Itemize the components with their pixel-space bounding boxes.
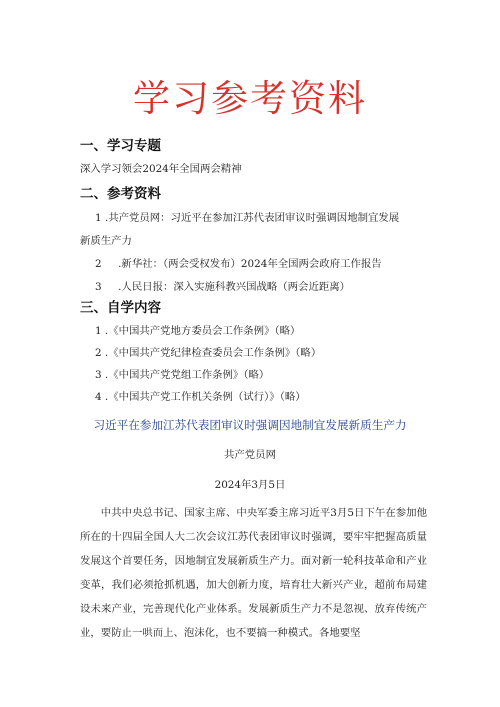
self-study-item-4: 4 .《中国共产党工作机关条例（试行）》（略） (95, 391, 306, 403)
reference-item-3: 3 .人民日报：深入实施科教兴国战略（两会近距离） (95, 281, 351, 293)
self-study-item-1: 1 .《中国共产党地方委员会工作条例》（略） (95, 325, 301, 337)
reference-item-1: 1 .共产党员网：习近平在参加江苏代表团审议时强调因地制宜发展 (95, 212, 400, 224)
article-body: 中共中央总书记、国家主席、中央军委主席习近平3月5日下午在参加他所在的十四届全国人大二次会议江苏代表团审议时强调，要牢牢把握高质量发展这个首要任务，因地制宜发展新质生产力。面对新一轮科技革命和产业变革，我们必须抢抓机遇，加大创新力度，培育壮大新兴产业，超前布局建设未来产业，完善现代化产业体系。发展新质生产力不是忽视、放弃传统产业，要防止一哄而上、泡沫化，也不要搞一种模式。各地要坚 (80, 507, 427, 639)
article-source: 共产党员网 (224, 449, 276, 461)
section-heading-references: 二、参考资料 (80, 186, 161, 202)
article-date: 2024年3月5日 (214, 479, 286, 491)
article-title: 习近平在参加江苏代表团审议时强调因地制宜发展新质生产力 (93, 418, 407, 432)
topic-text: 深入学习领会2024年全国两会精神 (80, 163, 242, 175)
self-study-item-3: 3 .《中国共产党党组工作条例》（略） (95, 369, 270, 381)
reference-item-2: 2 .新华社：（两会受权发布）2024年全国两会政府工作报告 (95, 258, 382, 270)
section-heading-self-study: 三、自学内容 (80, 300, 161, 316)
self-study-item-2: 2 .《中国共产党纪律检查委员会工作条例》（略） (95, 347, 322, 359)
document-title: 学习参考资料 (133, 77, 367, 120)
reference-item-1-continuation: 新质生产力 (80, 235, 132, 247)
section-heading-topic: 一、学习专题 (80, 138, 161, 154)
